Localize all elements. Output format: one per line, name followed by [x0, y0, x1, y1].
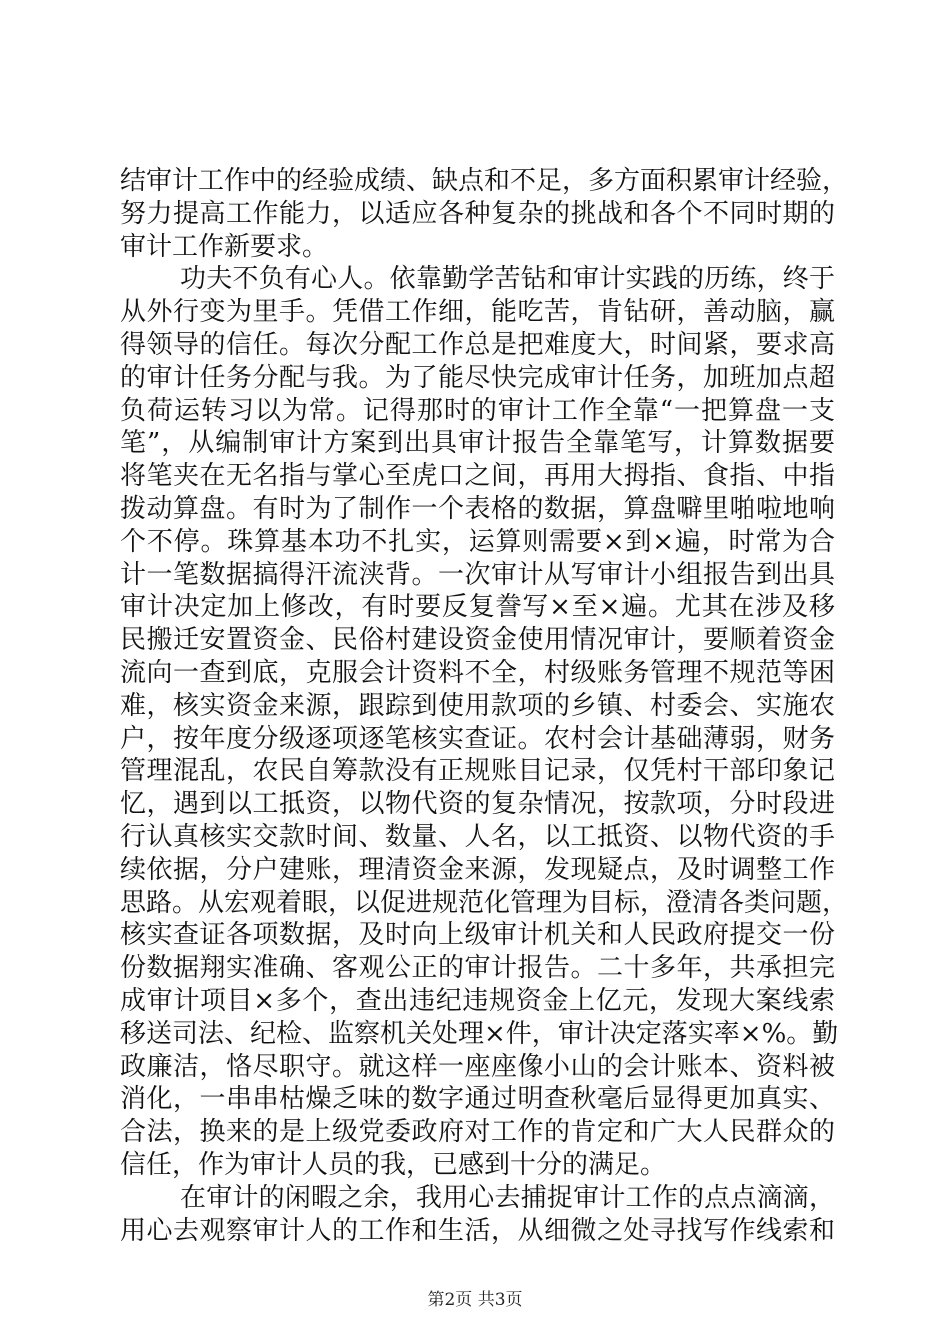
text-line: 政廉洁，恪尽职守。就这样一座座像小山的会计账本、资料被	[120, 1051, 835, 1082]
text-line: 将笔夹在无名指与掌心至虎口之间，再用大拇指、食指、中指	[120, 461, 835, 492]
text-line: 得领导的信任。每次分配工作总是把难度大，时间紧，要求高	[120, 329, 835, 360]
text-line: 民搬迁安置资金、民俗村建设资金使用情况审计，要顺着资金	[120, 625, 835, 656]
text-line: 难，核实资金来源，跟踪到使用款项的乡镇、村委会、实施农	[120, 690, 835, 721]
text-line: 思路。从宏观着眼，以促进规范化管理为目标，澄清各类问题，	[120, 887, 849, 918]
document-body	[120, 165, 849, 1247]
text-line: 在审计的闲暇之余，我用心去捕捉审计工作的点点滴滴，	[180, 1182, 835, 1213]
text-line: 努力提高工作能力，以适应各种复杂的挑战和各个不同时期的	[120, 198, 835, 229]
text-line: 成审计项目×多个，查出违纪违规资金上亿元，发现大案线索	[120, 985, 835, 1016]
text-line: 流向一查到底，克服会计资料不全，村级账务管理不规范等困	[120, 657, 835, 688]
text-line: 信任，作为审计人员的我，已感到十分的满足。	[120, 1149, 667, 1180]
text-line: 用心去观察审计人的工作和生活，从细微之处寻找写作线索和	[120, 1215, 835, 1246]
text-line: 笔”，从编制审计方案到出具审计报告全靠笔写，计算数据要	[120, 428, 835, 459]
text-line: 审计工作新要求。	[120, 231, 329, 262]
text-line: 户，按年度分级逐项逐笔核实查证。农村会计基础薄弱，财务	[120, 723, 835, 754]
text-line: 移送司法、纪检、监察机关处理×件，审计决定落实率×%。勤	[120, 1018, 839, 1049]
text-line: 行认真核实交款时间、数量、人名，以工抵资、以物代资的手	[120, 821, 835, 852]
text-line: 合法，换来的是上级党委政府对工作的肯定和广大人民群众的	[120, 1117, 835, 1148]
text-line: 个不停。珠算基本功不扎实，运算则需要×到×遍，时常为合	[120, 526, 835, 557]
text-line: 核实查证各项数据，及时向上级审计机关和人民政府提交一份	[120, 920, 835, 951]
paragraph-1	[120, 165, 849, 263]
text-line: 拨动算盘。有时为了制作一个表格的数据，算盘噼里啪啦地响	[120, 493, 835, 524]
text-line: 审计决定加上修改，有时要反复誊写×至×遍。尤其在涉及移	[120, 592, 835, 623]
page-number-footer: 第2页 共3页	[427, 1290, 523, 1310]
text-line: 结审计工作中的经验成绩、缺点和不足，多方面积累审计经验，	[120, 166, 849, 196]
text-line: 的审计任务分配与我。为了能尽快完成审计任务，加班加点超	[120, 362, 835, 393]
paragraph-3	[120, 1182, 835, 1248]
text-line: 续依据，分户建账，理清资金来源，发现疑点，及时调整工作	[120, 854, 835, 885]
text-line: 忆，遇到以工抵资，以物代资的复杂情况，按款项，分时段进	[120, 789, 835, 820]
text-line: 负荷运转习以为常。记得那时的审计工作全靠“一把算盘一支	[120, 395, 835, 426]
text-line: 计一笔数据搞得汗流浃背。一次审计从写审计小组报告到出具	[120, 559, 835, 590]
text-line: 消化，一串串枯燥乏味的数字通过明查秋毫后显得更加真实、	[120, 1084, 835, 1115]
paragraph-2	[120, 263, 849, 1181]
text-line: 功夫不负有心人。依靠勤学苦钻和审计实践的历练，终于	[180, 264, 835, 295]
text-line: 从外行变为里手。凭借工作细，能吃苦，肯钻研，善动脑，赢	[120, 297, 835, 328]
text-line: 份数据翔实准确、客观公正的审计报告。二十多年，共承担完	[120, 953, 835, 984]
text-line: 管理混乱，农民自筹款没有正规账目记录，仅凭村干部印象记	[120, 756, 835, 787]
